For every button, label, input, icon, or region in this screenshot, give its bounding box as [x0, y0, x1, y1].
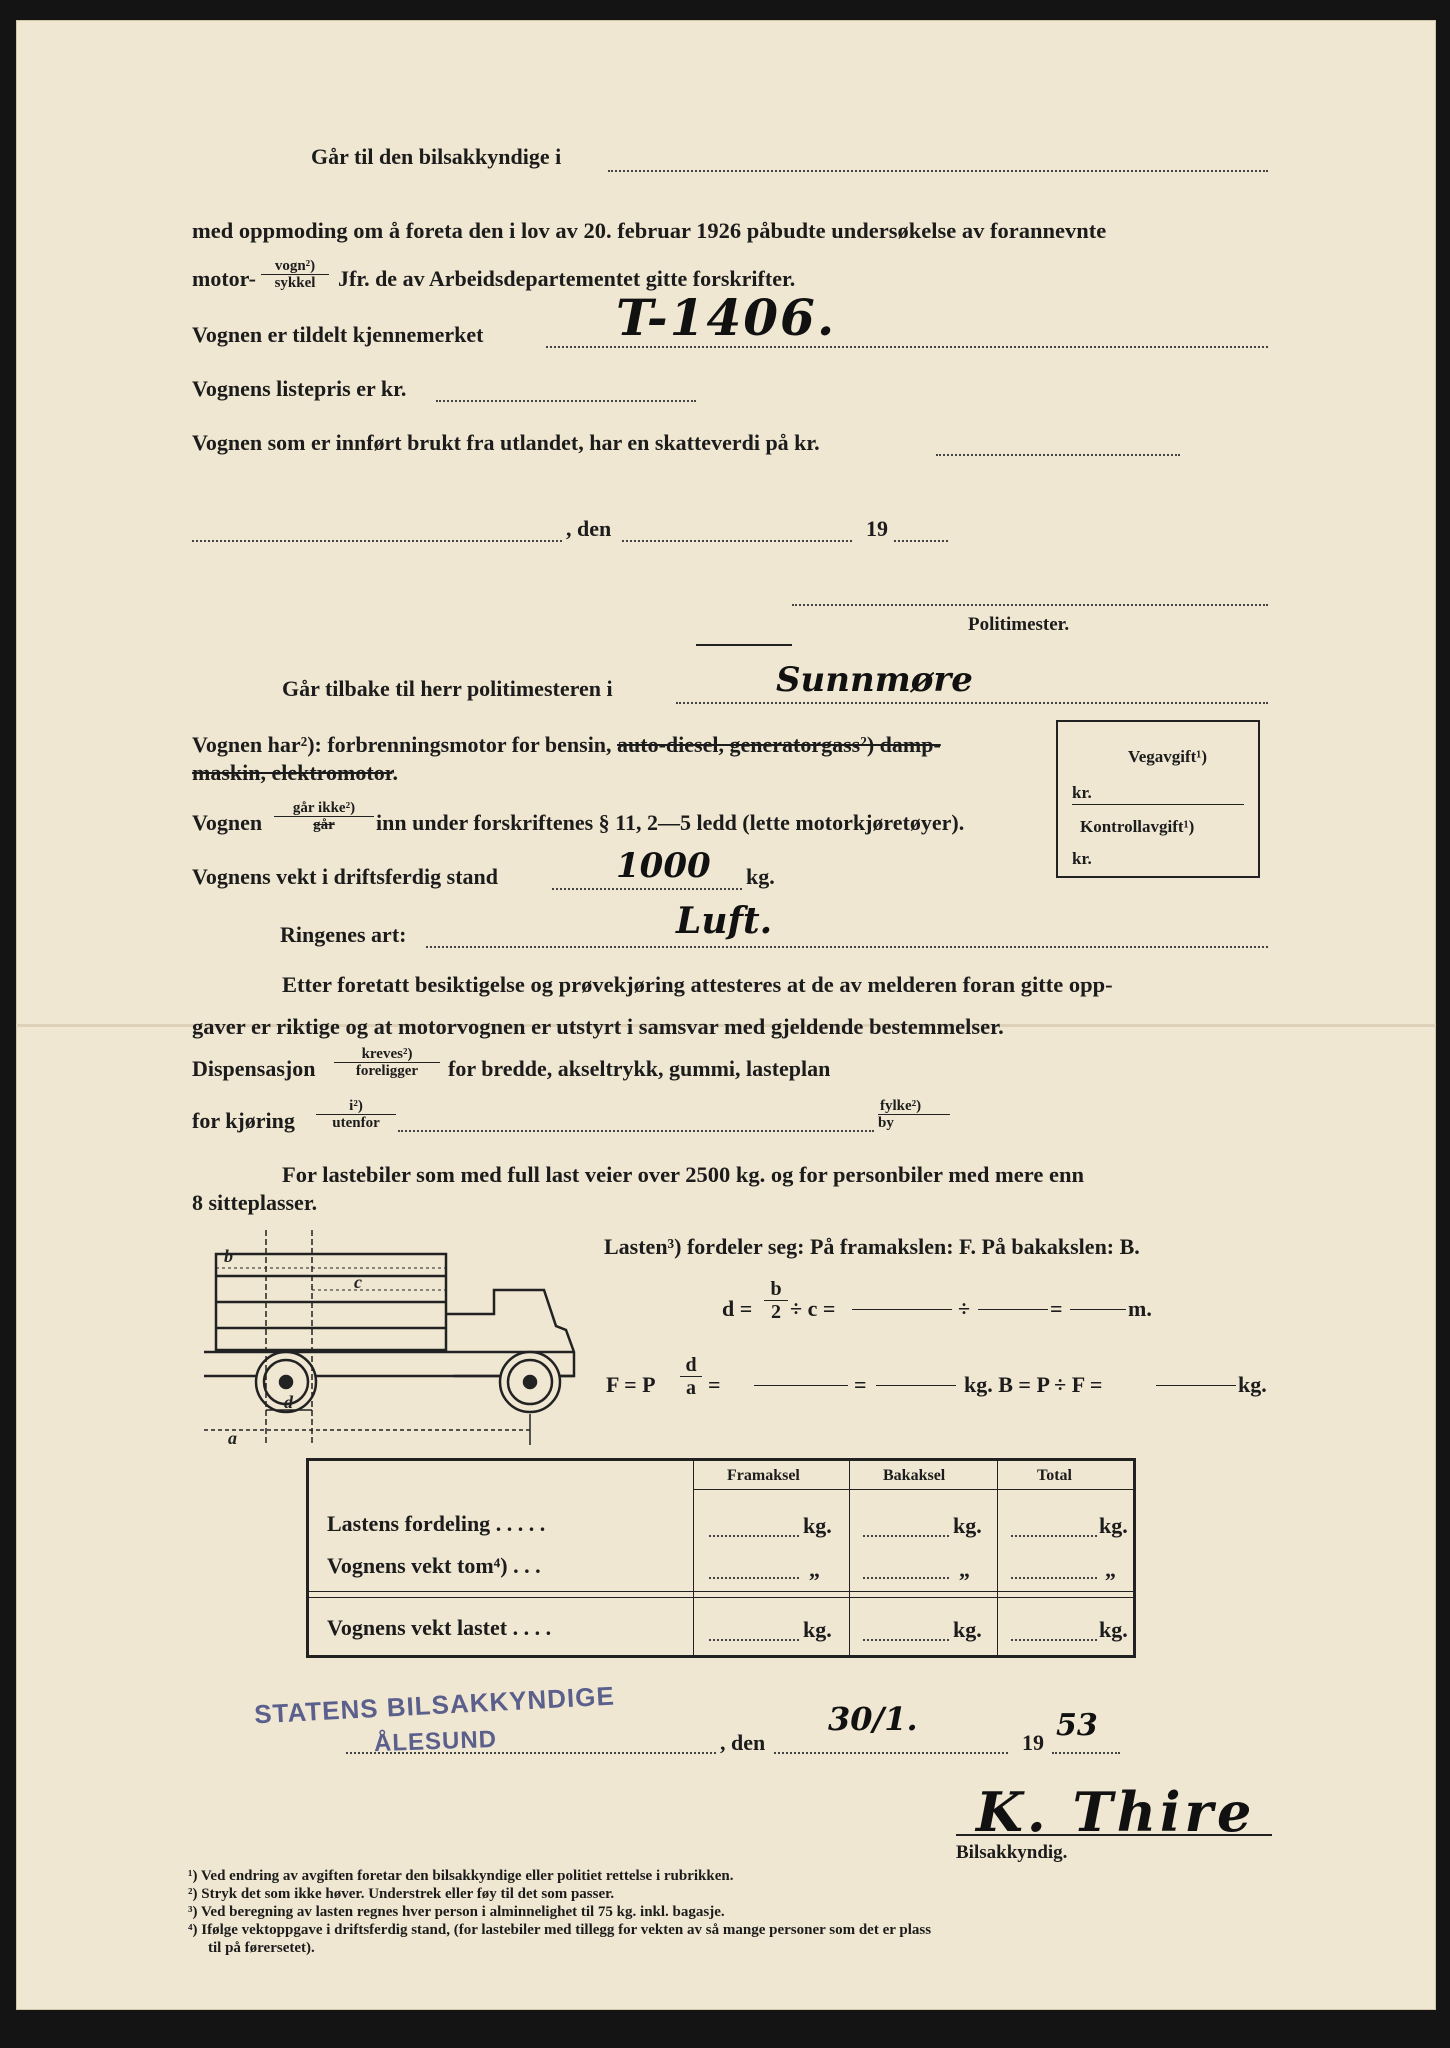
attest-line2: gaver er riktige og at motorvognen er utstyrt i samsvar med gjeldende bestemmelser.: [192, 1014, 1004, 1039]
signature-line[interactable]: [956, 1834, 1272, 1836]
bilsakkyndig-label: Bilsakkyndig.: [956, 1842, 1068, 1863]
d-result-eq: =: [1050, 1296, 1063, 1321]
kjennemerke-handwritten: T-1406.: [616, 288, 837, 347]
kg-end: kg.: [1238, 1372, 1267, 1397]
cell-r2-total-unit: „: [1105, 1557, 1116, 1582]
row-label-vekt-tom: Vognens vekt tom⁴) . . .: [327, 1553, 541, 1578]
f-result-line[interactable]: [876, 1385, 956, 1386]
col-divider-1: [693, 1461, 694, 1655]
vegavgift-label: Vegavgift¹): [1128, 747, 1208, 766]
i-utenfor-fraction: i²) utenfor: [316, 1098, 396, 1131]
m-unit: m.: [1128, 1296, 1152, 1321]
cell-r3-framaksel[interactable]: [709, 1639, 799, 1641]
footer-den-label: , den: [720, 1730, 766, 1755]
year-prefix-top: 19: [866, 516, 888, 541]
form-page: [16, 20, 1436, 2010]
cell-r1-framaksel[interactable]: [709, 1535, 799, 1537]
div-sign: ÷: [958, 1296, 971, 1321]
header-divider: [693, 1489, 1133, 1490]
vegavgift-kr: kr.: [1072, 783, 1092, 802]
stamp-line2: ÅLESUND: [373, 1725, 498, 1758]
footer-place-field[interactable]: [346, 1752, 716, 1754]
motor-type-struck-2: maskin, elektromotor: [192, 760, 393, 785]
lette-text: inn under forskriftenes § 11, 2—5 ledd (lette motorkjøretøyer).: [376, 810, 965, 835]
divisor-line[interactable]: [978, 1309, 1048, 1310]
kjoring-label: for kjøring: [192, 1108, 295, 1133]
footer-date-field[interactable]: [774, 1752, 1008, 1754]
b-over-2-fraction: $\frac{b}{2}$: [764, 1278, 788, 1323]
row-divider-2: [309, 1597, 1133, 1598]
bilsakkyndige-label: Går til den bilsakkyndige i: [311, 144, 562, 169]
stamp-line1: STATENS BILSAKKYNDIGE: [253, 1680, 616, 1730]
vekt-field[interactable]: [552, 888, 742, 890]
col-divider-2: [849, 1461, 850, 1655]
f-eq2: =: [708, 1372, 721, 1397]
place-field[interactable]: [192, 540, 562, 542]
fylke-by-fraction: fylke²) by: [878, 1098, 950, 1131]
cell-r3-total[interactable]: [1011, 1639, 1097, 1641]
date-field-top[interactable]: [622, 540, 852, 542]
skatteverdi-field[interactable]: [936, 454, 1180, 456]
motor-type-struck-1: auto-diesel, generatorgass²) damp-: [617, 732, 941, 757]
f-fraction-line[interactable]: [754, 1385, 848, 1386]
dispensasjon-text: for bredde, akseltrykk, gummi, lasteplan: [448, 1056, 831, 1081]
cell-r3-bakaksel[interactable]: [863, 1639, 949, 1641]
kontrollavgift-kr: kr.: [1072, 849, 1092, 868]
bilsakkyndige-field[interactable]: [608, 170, 1268, 172]
kjoring-field[interactable]: [398, 1130, 874, 1132]
col-divider-3: [997, 1461, 998, 1655]
vogn-sykkel-fraction: vogn²) sykkel: [261, 258, 329, 291]
politimesteren-label: Går tilbake til herr politimesteren i: [282, 676, 613, 701]
dim-label-b: b: [224, 1246, 233, 1266]
cell-r2-bakaksel-unit: „: [959, 1557, 970, 1582]
cell-r1-bakaksel[interactable]: [863, 1535, 949, 1537]
header-bakaksel: Bakaksel: [883, 1467, 946, 1484]
f-eq3: =: [854, 1372, 867, 1397]
cell-r1-total[interactable]: [1011, 1535, 1097, 1537]
motor-type-end: .: [392, 760, 398, 785]
footnote-3: ³) Ved beregning av lasten regnes hver person i alminnelighet til 75 kg. inkl. bagasje.: [188, 1904, 725, 1920]
politimesteren-handwritten: Sunnmøre: [776, 660, 973, 700]
motor-type-bensin: Vognen har²): forbrenningsmotor for bensin,: [192, 732, 618, 757]
f-equals: F = P: [606, 1372, 656, 1397]
dim-label-c: c: [354, 1272, 362, 1292]
cell-r2-bakaksel[interactable]: [863, 1577, 949, 1579]
dispensasjon-label: Dispensasjon: [192, 1056, 316, 1081]
cell-r3-total-unit: kg.: [1099, 1617, 1128, 1642]
cell-r3-framaksel-unit: kg.: [803, 1617, 832, 1642]
vegavgift-box: [1056, 720, 1260, 878]
den-label-top: , den: [566, 516, 612, 541]
signature: K. Thire: [976, 1780, 1256, 1844]
dim-label-d: d: [284, 1392, 293, 1412]
ringenes-handwritten: Luft.: [676, 900, 773, 942]
motor-type-line1: [192, 732, 941, 758]
header-total: Total: [1037, 1467, 1072, 1484]
cell-r2-total[interactable]: [1011, 1577, 1097, 1579]
kg-b-equals: kg. B = P ÷ F =: [964, 1372, 1103, 1397]
cell-r1-framaksel-unit: kg.: [803, 1513, 832, 1538]
cell-r1-bakaksel-unit: kg.: [953, 1513, 982, 1538]
footnote-1: ¹) Ved endring av avgiften foretar den bilsakkyndige eller politiet rettelse i rubrikken.: [188, 1868, 734, 1884]
footnote-4-cont: til på førersetet).: [208, 1940, 315, 1956]
cell-r1-total-unit: kg.: [1099, 1513, 1128, 1538]
listepris-label: Vognens listepris er kr.: [192, 376, 407, 401]
vognen-label: Vognen: [192, 810, 263, 835]
b-result-line[interactable]: [1156, 1385, 1236, 1386]
kreves-fraction: kreves²) foreligger: [334, 1046, 440, 1079]
d-over-a-fraction: $\frac{d}{a}$: [680, 1354, 702, 1399]
lasten-text: Lasten³) fordeler seg: På framakslen: F. På bakakslen: B.: [604, 1234, 1140, 1259]
d-result-line[interactable]: [1070, 1309, 1126, 1310]
vegavgift-line[interactable]: [1072, 804, 1244, 805]
ringenes-field[interactable]: [426, 946, 1268, 948]
politimesteren-field[interactable]: [676, 702, 1268, 704]
lastebiler-line2: 8 sitteplasser.: [192, 1190, 318, 1215]
motor-prefix: motor-: [192, 266, 256, 291]
c-value-line[interactable]: [852, 1309, 952, 1310]
d-rest: ÷ c =: [790, 1296, 836, 1321]
truck-diagram: [194, 1230, 584, 1450]
skatteverdi-label: Vognen som er innført brukt fra utlandet, har en skatteverdi på kr.: [192, 430, 820, 455]
d-equals: d =: [722, 1296, 753, 1321]
listepris-field[interactable]: [436, 400, 696, 402]
row-label-lastens: Lastens fordeling . . . . .: [327, 1511, 546, 1536]
footnote-2: ²) Stryk det som ikke høver. Understrek eller føy til det som passer.: [188, 1886, 615, 1902]
load-table: [306, 1458, 1136, 1658]
header-framaksel: Framaksel: [727, 1467, 800, 1484]
row-label-vekt-lastet: Vognens vekt lastet . . . .: [327, 1615, 552, 1640]
lastebiler-line1: For lastebiler som med full last veier over 2500 kg. og for personbiler med mere enn: [282, 1162, 1084, 1187]
footer-year-field[interactable]: [1052, 1752, 1120, 1754]
footer-year-handwritten: 53: [1056, 1708, 1098, 1743]
oppmoding-text: med oppmoding om å foreta den i lov av 20. februar 1926 påbudte undersøkelse av forannevnte: [192, 218, 1107, 243]
cell-r3-bakaksel-unit: kg.: [953, 1617, 982, 1642]
politimester-signature-field[interactable]: [792, 604, 1268, 606]
kjennemerke-label: Vognen er tildelt kjennemerket: [192, 322, 484, 347]
footer-date-handwritten: 30/1.: [828, 1700, 918, 1738]
ringenes-label: Ringenes art:: [280, 922, 407, 947]
motor-type-line2: [192, 760, 398, 786]
vekt-label: Vognens vekt i driftsferdig stand: [192, 864, 498, 889]
row-divider: [309, 1591, 1133, 1592]
year-field-top[interactable]: [894, 540, 948, 542]
politimester-label: Politimester.: [968, 614, 1070, 635]
cell-r2-framaksel[interactable]: [709, 1577, 799, 1579]
gaar-fraction: går ikke²) går: [274, 800, 374, 833]
dim-label-a: a: [228, 1428, 237, 1448]
section-divider: [696, 644, 792, 646]
footnote-4: ⁴) Ifølge vektoppgave i driftsferdig stand, (for lastebiler med tillegg for vekten av så mange personer som det er plass: [188, 1922, 932, 1938]
attest-line1: Etter foretatt besiktigelse og prøvekjøring attesteres at de av melderen foran gitte opp-: [282, 972, 1113, 997]
kontrollavgift-label: Kontrollavgift¹): [1080, 817, 1195, 836]
vekt-handwritten: 1000: [616, 846, 711, 886]
cell-r2-framaksel-unit: „: [809, 1557, 820, 1582]
footer-year-prefix: 19: [1022, 1730, 1044, 1755]
vekt-unit: kg.: [746, 864, 775, 889]
forskrifter-text: Jfr. de av Arbeidsdepartementet gitte forskrifter.: [338, 266, 796, 291]
